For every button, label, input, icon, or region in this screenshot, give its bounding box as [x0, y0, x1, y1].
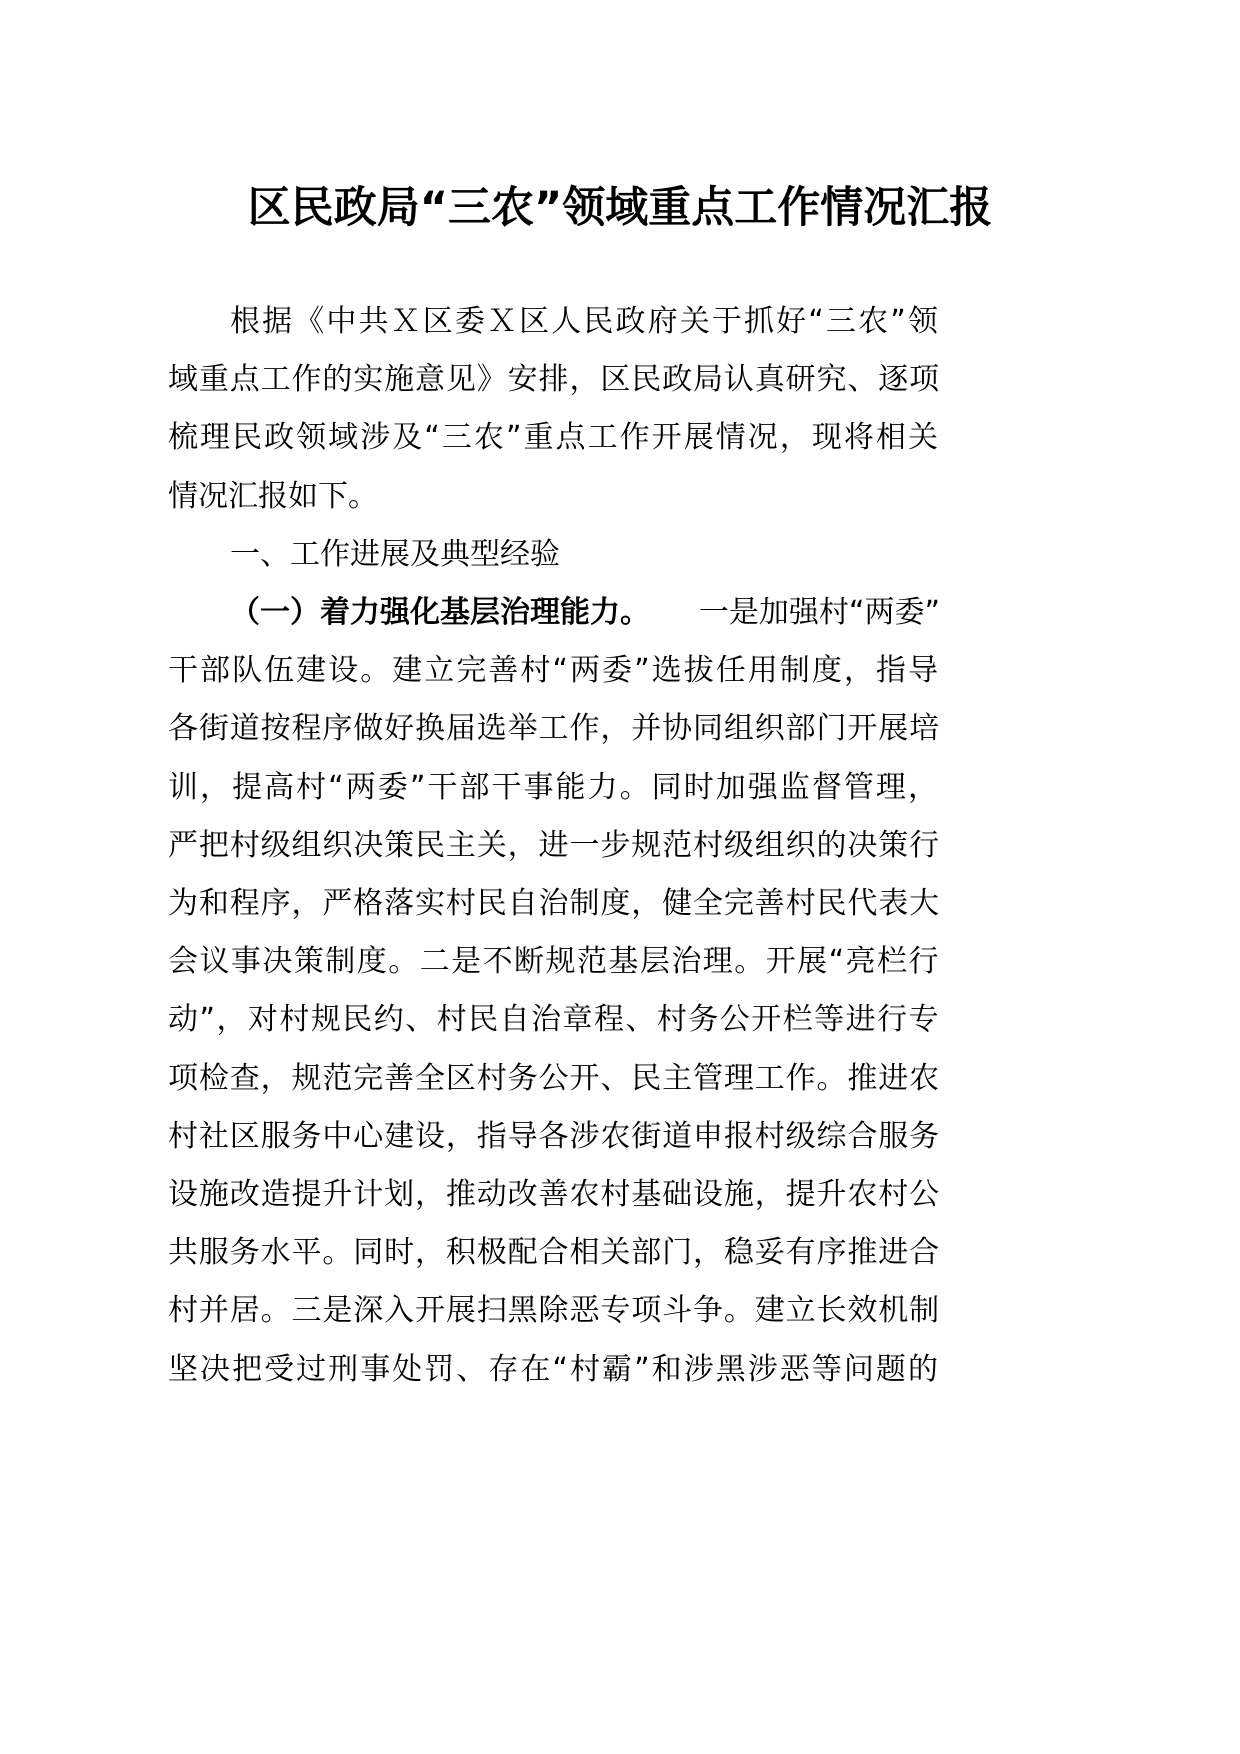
- text-line: 为和程序，严格落实村民自治制度，健全完善村民代表大: [168, 886, 940, 922]
- text-line: 干部队伍建设。建立完善村“两委”选拔任用制度，指导: [168, 653, 940, 689]
- text-line: 会议事决策制度。二是不断规范基层治理。开展“亮栏行: [168, 944, 940, 980]
- text-line: 村并居。三是深入开展扫黑除恶专项斗争。建立长效机制: [168, 1293, 940, 1329]
- document-title: 区民政局“三农”领域重点工作情况汇报: [247, 183, 993, 233]
- text-line: 设施改造提升计划，推动改善农村基础设施，提升农村公: [168, 1177, 940, 1213]
- text-line: 动”，对村规民约、村民自治章程、村务公开栏等进行专: [168, 1002, 940, 1038]
- text-line: 项检查，规范完善全区村务公开、民主管理工作。推进农: [168, 1060, 940, 1096]
- subsection-paragraph: [168, 584, 940, 1399]
- subsection-heading: （一）着力强化基层治理能力。: [230, 595, 650, 631]
- text-line: 梳理民政领域涉及“三农”重点工作开展情况，现将相关: [168, 420, 940, 456]
- document-body: [168, 293, 940, 1399]
- text-line: 域重点工作的实施意见》安排，区民政局认真研究、逐项: [168, 362, 940, 398]
- text-line: 坚决把受过刑事处罚、存在“村霸”和涉黑涉恶等问题的: [168, 1351, 940, 1387]
- section-heading: 一、工作进展及典型经验: [230, 536, 560, 572]
- text-line: 共服务水平。同时，积极配合相关部门，稳妥有序推进合: [168, 1235, 940, 1271]
- text-line: [168, 584, 940, 642]
- text-line: 各街道按程序做好换届选举工作，并协同组织部门开展培: [168, 711, 940, 747]
- intro-paragraph: [168, 293, 940, 526]
- text-line: 情况汇报如下。: [168, 478, 378, 514]
- text-line: 训，提高村“两委”干部干事能力。同时加强监督管理，: [168, 769, 940, 805]
- text-line: 村社区服务中心建设，指导各涉农街道申报村级综合服务: [168, 1118, 940, 1154]
- text-line: 严把村级组织决策民主关，进一步规范村级组织的决策行: [168, 827, 940, 863]
- text-line: 根据《中共Ｘ区委Ｘ区人民政府关于抓好“三农”领: [230, 304, 940, 339]
- text-span: 一是加强村“两委”: [698, 595, 940, 631]
